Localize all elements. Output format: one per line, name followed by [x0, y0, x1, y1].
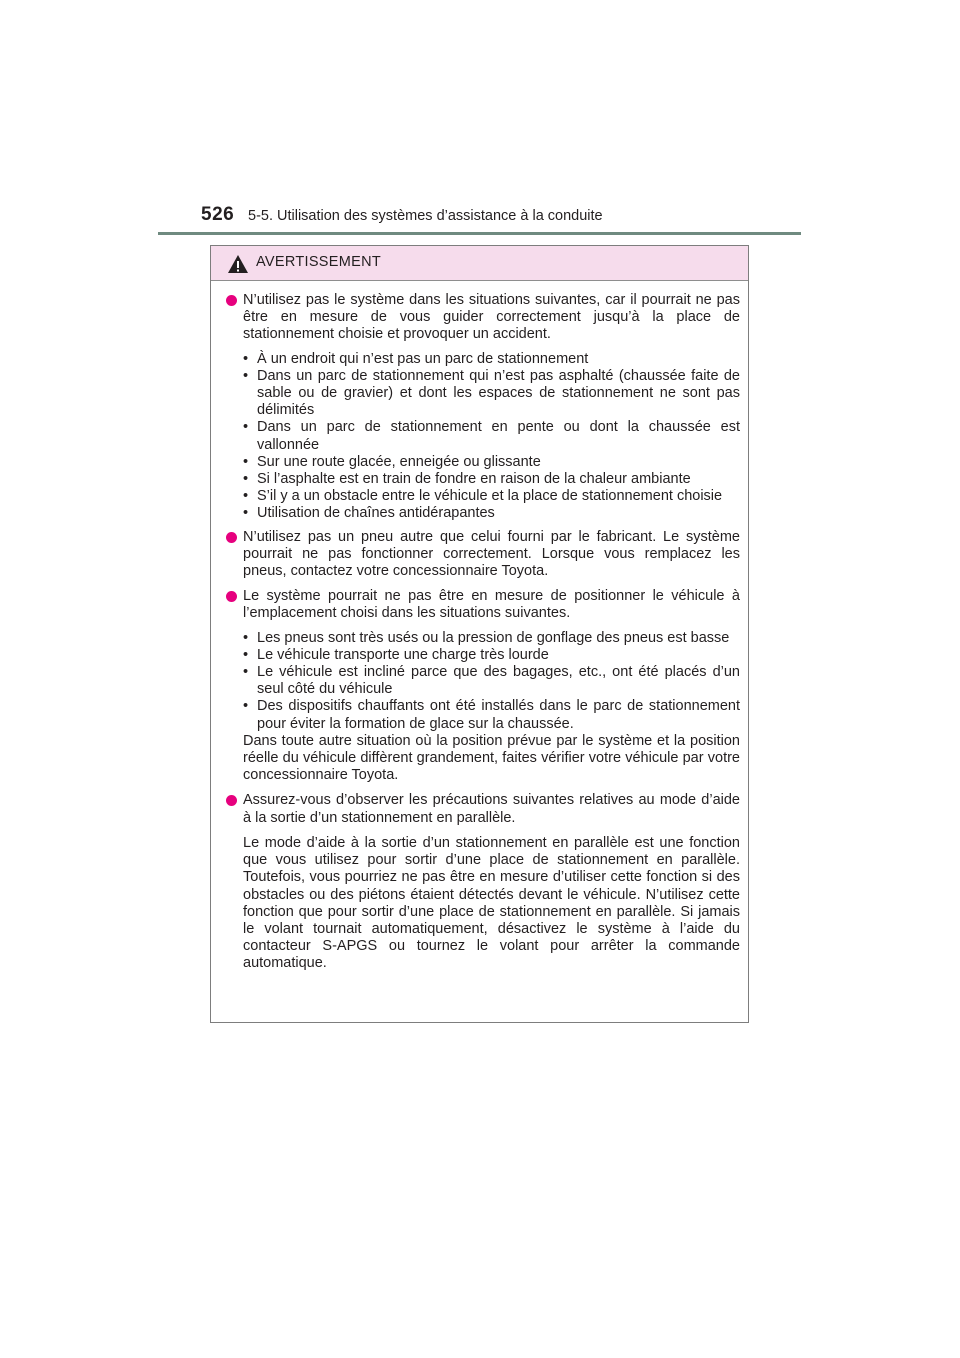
point-text: Assurez-vous d’observer les précautions suivantes relatives au mode d’aide à la sortie d’un stationnement en parallèle. — [243, 792, 740, 826]
list-item: • Les pneus sont très usés ou la pression de gonflage des pneus est basse — [243, 629, 730, 646]
warning-body — [211, 281, 748, 973]
point-followup-text: Le mode d’aide à la sortie d’un stationnement en parallèle est une fonction que vous utilisez pour sortir d’une place de stationnement en parallèle. Toutefois, vous pourriez ne pas être en mesure d’utiliser cette fonction si des obstacles ou des piétons étaient détectés devant le véhicule. N’utilisez cette fonction que pour sortir d’une place de stationnement en parallèle. Si jamais le volant tournait automatiquement, désactivez le système à l’aide du contacteur S-APGS ou tournez le volant pour arrêter la commande automatique. — [243, 834, 740, 972]
warning-point — [226, 588, 740, 622]
sub-list — [226, 630, 740, 733]
list-item: • S’il y a un obstacle entre le véhicule et la place de stationnement choisie — [243, 488, 723, 505]
warning-header — [211, 246, 748, 281]
warning-triangle-icon — [227, 254, 249, 274]
sub-list — [226, 351, 740, 523]
page-number: 526 — [201, 204, 235, 225]
point-followup-text: Dans toute autre situation où la position prévue par le système et la position réelle du véhicule diffèrent grandement, faites vérifier votre véhicule par votre concessionnaire Toyota. — [243, 732, 740, 784]
point-text: N’utilisez pas un pneu autre que celui fourni par le fabricant. Le système pourrait ne pas fonctionner correctement. Lorsque vous remplacez les pneus, contactez votre concessionnaire Toyota. — [243, 528, 740, 580]
bullet-dot-icon — [226, 295, 237, 306]
warning-box — [210, 245, 749, 1023]
bullet-dot-icon — [226, 795, 237, 806]
list-item: • À un endroit qui n’est pas un parc de stationnement — [243, 350, 589, 367]
warning-point — [226, 529, 740, 581]
header-divider — [158, 232, 801, 235]
list-item: • Utilisation de chaînes antidérapantes — [243, 505, 495, 522]
bullet-dot-icon — [226, 532, 237, 543]
list-item: • Sur une route glacée, enneigée ou glissante — [243, 453, 541, 470]
list-item: • Si l’asphalte est en train de fondre en raison de la chaleur ambiante — [243, 471, 691, 488]
list-item: • Le véhicule transporte une charge très lourde — [243, 646, 549, 663]
section-title: 5-5. Utilisation des systèmes d’assistance à la conduite — [248, 208, 603, 224]
warning-title: AVERTISSEMENT — [256, 254, 382, 270]
point-text: N’utilisez pas le système dans les situations suivantes, car il pourrait ne pas être en mesure de vous guider correctement jusqu’à la place de stationnement choisie et provoquer un accident. — [243, 292, 740, 343]
warning-point — [226, 292, 740, 344]
bullet-dot-icon — [226, 591, 237, 602]
list-item: • Des dispositifs chauffants ont été installés dans le parc de stationnement pour éviter la formation de glace sur la chaussée. — [243, 698, 740, 732]
list-item: • Dans un parc de stationnement qui n’est pas asphalté (chaussée faite de sable ou de gravier) et dont les espaces de stationnement ne sont pas délimités — [243, 367, 740, 419]
point-text: Le système pourrait ne pas être en mesure de positionner le véhicule à l’emplacement choisi dans les situations suivantes. — [243, 588, 740, 622]
warning-point — [226, 792, 740, 826]
list-item: • Le véhicule est incliné parce que des bagages, etc., ont été placés d’un seul côté du véhicule — [243, 664, 740, 698]
list-item: • Dans un parc de stationnement en pente ou dont la chaussée est vallonnée — [243, 419, 740, 453]
